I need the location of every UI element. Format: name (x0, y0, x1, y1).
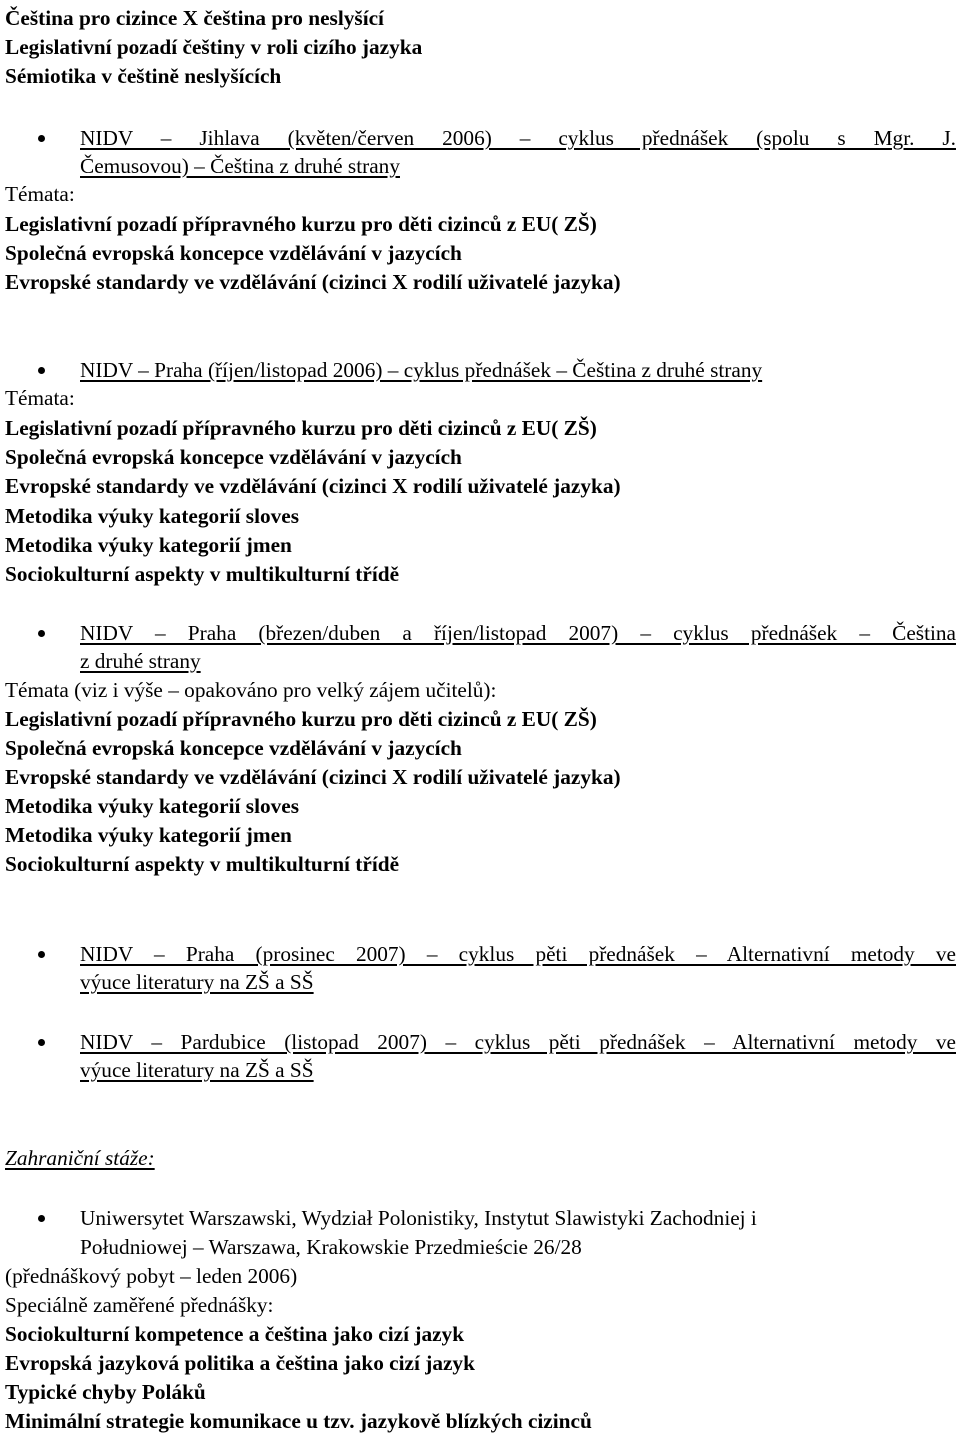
bullet-icon (38, 135, 45, 142)
abroad-heading: Zahraniční stáže: (5, 1146, 155, 1170)
topic-item: Společná evropská koncepce vzdělávání v jazycích (5, 445, 462, 469)
topic-item: Společná evropská koncepce vzdělávání v jazycích (5, 241, 462, 265)
bullet-icon (38, 1039, 45, 1046)
topic-item: Evropské standardy ve vzdělávání (cizinci X rodilí uživatelé jazyka) (5, 765, 621, 789)
bullet-icon (38, 367, 45, 374)
topic-item: Legislativní pozadí přípravného kurzu pro děti cizinců z EU( ZŠ) (5, 416, 597, 440)
course-item-praha-prosinec-line-2: výuce literatury na ZŠ a SŠ (80, 970, 314, 994)
topic-item: Společná evropská koncepce vzdělávání v jazycích (5, 736, 462, 760)
lecture-item: Typické chyby Poláků (5, 1380, 206, 1404)
course-item-praha-2006: NIDV – Praha (říjen/listopad 2006) – cyklus přednášek – Čeština z druhé strany (80, 358, 763, 382)
lecture-item: Evropská jazyková politika a čeština jako cizí jazyk (5, 1351, 475, 1375)
topic-item: Legislativní pozadí přípravného kurzu pro děti cizinců z EU( ZŠ) (5, 212, 597, 236)
topic-item: Sociokulturní aspekty v multikulturní třídě (5, 562, 400, 586)
topic-item: Metodika výuky kategorií jmen (5, 533, 292, 557)
course-item-praha-2007-line-2: z druhé strany (80, 649, 201, 673)
lectures-label: Speciálně zaměřené přednášky: (5, 1293, 274, 1317)
abroad-item-line-1: Uniwersytet Warszawski, Wydział Polonistiky, Instytut Slawistyki Zachodniej i (80, 1206, 757, 1230)
bullet-icon (38, 630, 45, 637)
lecture-item: Minimální strategie komunikace u tzv. jazykově blízkých cizinců (5, 1409, 592, 1433)
bullet-icon (38, 951, 45, 958)
lecture-item: Sociokulturní kompetence a čeština jako cizí jazyk (5, 1322, 465, 1346)
header-line-2: Legislativní pozadí češtiny v roli cizího jazyka (5, 35, 423, 59)
stay-info: (přednáškový pobyt – leden 2006) (5, 1264, 298, 1288)
header-line-1: Čeština pro cizince X čeština pro neslyšící (5, 6, 384, 30)
course-item-jihlava-line-1: NIDV – Jihlava (květen/červen 2006) – cyklus přednášek (spolu s Mgr. J. (80, 126, 956, 150)
course-item-pardubice-line-2: výuce literatury na ZŠ a SŠ (80, 1058, 314, 1082)
bullet-icon (38, 1215, 45, 1222)
header-line-3: Sémiotika v češtině neslyšících (5, 64, 282, 88)
course-item-pardubice-line-1: NIDV – Pardubice (listopad 2007) – cyklus pěti přednášek – Alternativní metody ve (80, 1030, 956, 1054)
course-item-praha-2007-line-1: NIDV – Praha (březen/duben a říjen/listopad 2007) – cyklus přednášek – Čeština (80, 621, 956, 645)
topic-item: Evropské standardy ve vzdělávání (cizinci X rodilí uživatelé jazyka) (5, 270, 621, 294)
topic-item: Evropské standardy ve vzdělávání (cizinci X rodilí uživatelé jazyka) (5, 474, 621, 498)
topics-label: Témata: (5, 182, 75, 206)
topic-item: Sociokulturní aspekty v multikulturní třídě (5, 852, 400, 876)
topic-item: Metodika výuky kategorií sloves (5, 794, 300, 818)
course-item-jihlava-line-2: Čemusovou) – Čeština z druhé strany (80, 154, 400, 178)
topic-item: Metodika výuky kategorií jmen (5, 823, 292, 847)
topic-item: Legislativní pozadí přípravného kurzu pro děti cizinců z EU( ZŠ) (5, 707, 597, 731)
topic-item: Metodika výuky kategorií sloves (5, 504, 300, 528)
course-item-praha-prosinec-line-1: NIDV – Praha (prosinec 2007) – cyklus pěti přednášek – Alternativní metody ve (80, 942, 956, 966)
abroad-item-line-2: Południowej – Warszawa, Krakowskie Przedmieście 26/28 (80, 1235, 582, 1259)
topics-label: Témata: (5, 386, 75, 410)
topics-label: Témata (viz i výše – opakováno pro velký zájem učitelů): (5, 678, 497, 702)
